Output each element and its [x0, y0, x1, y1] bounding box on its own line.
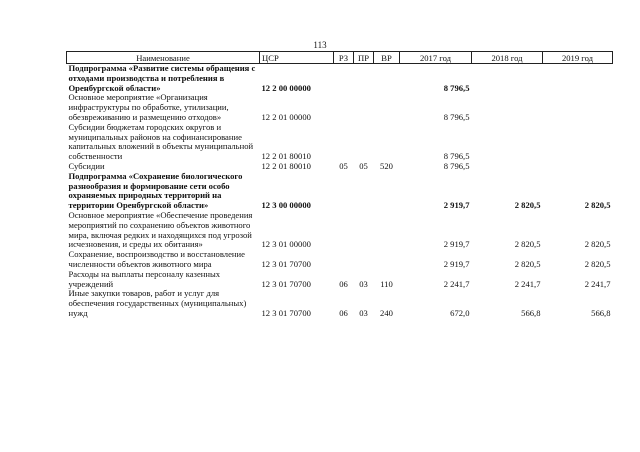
row-name: Расходы на выплаты персоналу казенных учреждений: [68, 268, 221, 289]
row-rz: [334, 250, 354, 270]
header-2019: 2019 год: [543, 52, 613, 64]
row-rz: [334, 93, 354, 122]
header-vr: ВР: [374, 52, 400, 64]
row-pr: [354, 211, 374, 250]
row-value-2018: [472, 123, 543, 162]
row-value-2017: 672,0: [450, 307, 470, 318]
table-row: [67, 172, 613, 211]
row-value-2019: [543, 162, 613, 172]
row-name: Подпрограмма «Сохранение биологического разнообразия и формирование сети особо охраняемых природных территорий на территории Оренбургской области»: [68, 170, 243, 211]
row-value-2018: 2 820,5: [514, 200, 541, 211]
row-name: Подпрограмма «Развитие системы обращения с отходами производства и потребления в Оренбургской области»: [68, 63, 256, 93]
row-value-2017: 8 796,5: [443, 151, 470, 162]
table-row: [67, 64, 613, 94]
header-name: Наименование: [67, 52, 260, 64]
row-vr: 520: [380, 160, 393, 171]
row-rz: [334, 64, 354, 94]
row-rz: 05: [339, 160, 348, 171]
table-row: [67, 270, 613, 290]
row-vr: [374, 172, 400, 211]
row-vr: 110: [380, 278, 393, 289]
row-csr: 12 3 01 70700: [261, 307, 311, 318]
row-name: Основное мероприятие «Организация инфраструктуры по обработке, утилизации, обезвреживанию и размещению отходов»: [68, 92, 229, 122]
header-2018: 2018 год: [472, 52, 543, 64]
row-name: Субсидии бюджетам городских округов и муниципальных районов на софинансирование капитальных вложений в объекты муниципальной собственности: [68, 121, 254, 162]
row-name: Иные закупки товаров, работ и услуг для обеспечения государственных (муниципальных) нужд: [68, 288, 247, 318]
header-rz: РЗ: [334, 52, 354, 64]
row-vr: [374, 93, 400, 122]
row-pr: [354, 93, 374, 122]
row-rz: [334, 123, 354, 162]
row-csr: 12 3 01 00000: [261, 239, 311, 250]
row-pr: [354, 250, 374, 270]
page-number: 113: [313, 40, 327, 50]
row-csr: 12 3 00 00000: [261, 200, 311, 211]
row-pr: 03: [359, 307, 368, 318]
row-value-2019: 2 241,7: [584, 278, 611, 289]
row-name: Сохранение, воспроизводство и восстановление численности объектов животного мира: [68, 249, 245, 269]
row-pr: [354, 123, 374, 162]
header-pr: ПР: [354, 52, 374, 64]
row-value-2019: [543, 93, 613, 122]
row-value-2018: [472, 64, 543, 94]
row-value-2017: 2 919,7: [443, 258, 470, 269]
table-header-row: [67, 52, 613, 64]
row-value-2018: [472, 162, 543, 172]
row-vr: [374, 123, 400, 162]
row-vr: [374, 211, 400, 250]
row-value-2019: [543, 64, 613, 94]
row-value-2018: 2 820,5: [514, 239, 541, 250]
row-rz: 06: [339, 307, 348, 318]
row-vr: [374, 64, 400, 94]
table-row: [67, 211, 613, 250]
row-value-2017: 2 241,7: [443, 278, 470, 289]
table-row: [67, 289, 613, 318]
row-value-2018: 2 820,5: [514, 258, 541, 269]
table-row: [67, 250, 613, 270]
row-csr: 12 3 01 70700: [261, 278, 311, 289]
row-vr: 240: [380, 307, 393, 318]
table-row: [67, 93, 613, 122]
row-value-2019: [543, 123, 613, 162]
row-csr: 12 2 01 00000: [261, 111, 311, 122]
row-csr: 12 3 01 70700: [261, 258, 311, 269]
row-pr: 03: [359, 278, 368, 289]
row-value-2018: 2 241,7: [514, 278, 541, 289]
row-pr: 05: [359, 160, 368, 171]
row-value-2017: 2 919,7: [443, 239, 470, 250]
row-pr: [354, 172, 374, 211]
row-value-2018: [472, 93, 543, 122]
row-value-2018: 566,8: [521, 307, 541, 318]
header-csr: ЦСР: [260, 52, 334, 64]
table-row: [67, 123, 613, 162]
row-value-2017: 8 796,5: [443, 82, 470, 93]
row-value-2017: 8 796,5: [443, 111, 470, 122]
row-value-2017: 8 796,5: [443, 160, 470, 171]
row-value-2019: 2 820,5: [584, 200, 611, 211]
row-value-2019: 566,8: [591, 307, 611, 318]
row-vr: [374, 250, 400, 270]
row-csr: 12 2 00 00000: [261, 82, 311, 93]
row-rz: [334, 172, 354, 211]
row-value-2019: 2 820,5: [584, 239, 611, 250]
row-rz: [334, 211, 354, 250]
row-name: Субсидии: [68, 160, 105, 171]
budget-table: [66, 51, 613, 319]
row-pr: [354, 64, 374, 94]
header-2017: 2017 год: [400, 52, 472, 64]
row-name: Основное мероприятие «Обеспечение проведения мероприятий по сохранению объектов животного мира, включая редких и находящихся под угрозой исчезновения, и среды их обитания»: [68, 209, 253, 250]
row-csr: 12 2 01 80010: [261, 160, 311, 171]
row-value-2019: 2 820,5: [584, 258, 611, 269]
row-value-2017: 2 919,7: [443, 200, 470, 211]
row-rz: 06: [339, 278, 348, 289]
row-csr: 12 2 01 80010: [261, 151, 311, 162]
